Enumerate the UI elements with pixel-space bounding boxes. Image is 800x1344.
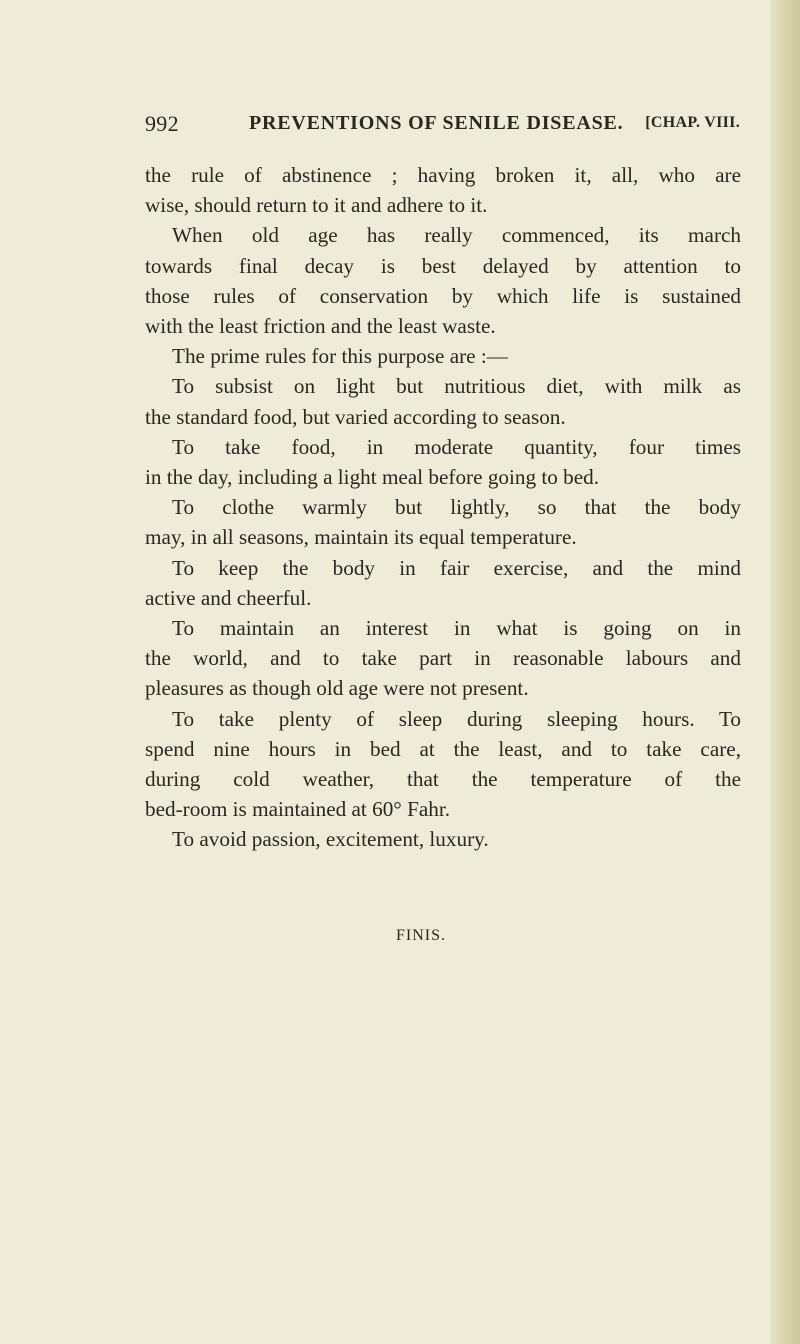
text-line: pleasures as though old age were not present. [145,676,529,701]
body-text [145,160,741,855]
running-header [145,111,740,135]
text-line: may, in all seasons, maintain its equal temperature. [145,525,577,550]
page-number: 992 [145,111,179,136]
text-line: the world, and to take part in reasonable labours and [145,646,741,671]
text-line: the rule of abstinence ; having broken it, all, who are [145,163,741,187]
text-line: To take plenty of sleep during sleeping hours. To [172,706,741,731]
text-line: with the least friction and the least waste. [145,314,496,339]
chapter-reference: [CHAP. VIII. [645,114,740,131]
text-line: To avoid passion, excitement, luxury. [172,827,489,852]
text-line: To subsist on light but nutritious diet, with milk as [172,374,741,399]
text-line: wise, should return to it and adhere to it. [145,193,488,218]
text-line: during cold weather, that the temperature of the [145,767,741,792]
text-line: the standard food, but varied according to season. [145,404,566,429]
text-line: spend nine hours in bed at the least, and to take care, [145,736,741,761]
text-line: in the day, including a light meal before going to bed. [145,465,600,490]
text-line: To maintain an interest in what is going on in [172,616,741,641]
text-line: towards final decay is best delayed by attention to [145,253,741,278]
finis-mark: FINIS. [395,927,446,944]
text-line: To take food, in moderate quantity, four times [172,434,741,459]
text-line: To keep the body in fair exercise, and the mind [172,555,741,580]
text-line: The prime rules for this purpose are :— [172,344,508,369]
running-title: PREVENTIONS OF SENILE DISEASE. [249,112,624,134]
text-line: When old age has really commenced, its march [172,223,741,248]
text-line: those rules of conservation by which life is sustained [145,283,741,308]
text-line: active and cheerful. [145,585,312,610]
text-line: To clothe warmly but lightly, so that the body [172,495,741,520]
text-line: bed-room is maintained at 60° Fahr. [145,797,451,822]
